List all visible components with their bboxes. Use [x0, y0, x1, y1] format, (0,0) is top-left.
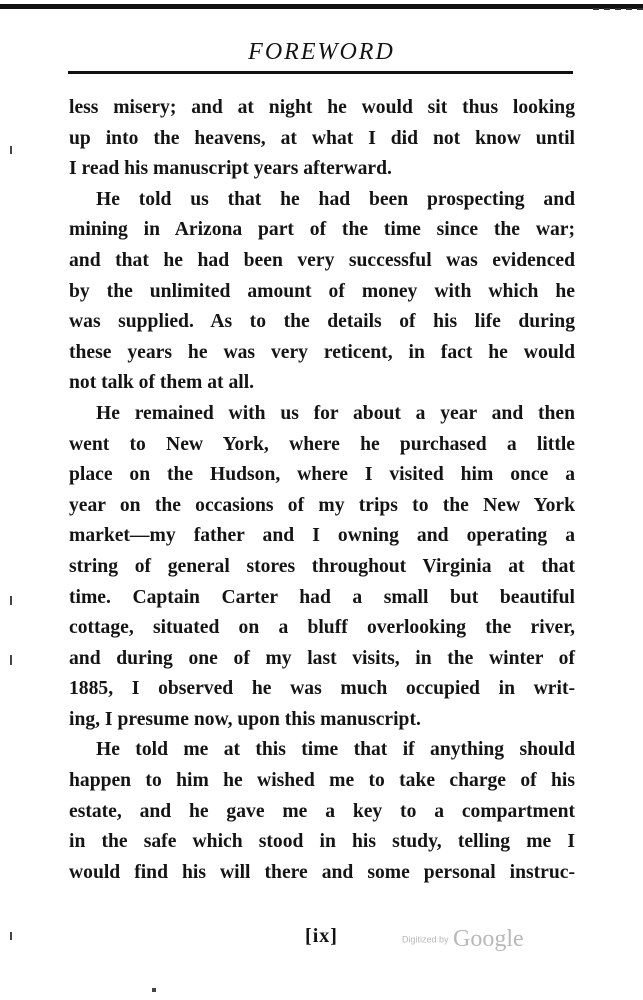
text-line: I read his manuscript years afterward.: [69, 158, 392, 180]
text-line: time. Captain Carter had a small but beautiful: [69, 586, 575, 608]
scan-speck: [152, 988, 156, 992]
text-line: ing, I presume now, upon this manuscript.: [69, 708, 421, 730]
text-line: went to New York, where he purchased a little: [69, 433, 575, 455]
body-text: [69, 93, 575, 888]
scan-speck: [10, 596, 12, 605]
text-line: happen to him he wished me to take charge of his: [69, 770, 575, 792]
running-header-title: FOREWORD: [248, 39, 395, 65]
text-line: and that he had been very successful was evidenced: [69, 249, 575, 271]
text-line: year on the occasions of my trips to the New York: [69, 494, 575, 516]
page-number: [ix]: [305, 925, 338, 947]
header-rule: [68, 71, 573, 74]
top-rule: [0, 4, 643, 9]
text-line: He told me at this time that if anything should: [96, 739, 575, 761]
top-rule-marks: [593, 8, 643, 13]
text-line: mining in Arizona part of the time since the war;: [69, 219, 575, 241]
text-line: place on the Hudson, where I visited him once a: [69, 464, 575, 486]
text-line: estate, and he gave me a key to a compartment: [69, 800, 575, 822]
text-line: these years he was very reticent, in fact he would: [69, 341, 575, 363]
google-logo: Google: [452, 926, 524, 952]
digitized-prefix: Digitized by: [402, 934, 449, 945]
text-line: up into the heavens, at what I did not know until: [69, 127, 575, 149]
text-line: market—my father and I owning and operating a: [69, 525, 575, 547]
text-line: in the safe which stood in his study, telling me I: [69, 831, 575, 853]
text-line: was supplied. As to the details of his life during: [69, 311, 575, 333]
text-line: 1885, I observed he was much occupied in writ-: [69, 678, 575, 700]
text-line: and during one of my last visits, in the winter of: [69, 647, 575, 669]
scan-speck: [10, 655, 12, 665]
text-line: He told us that he had been prospecting and: [96, 188, 575, 210]
text-line: would find his will there and some personal instruc-: [69, 861, 575, 883]
text-line: less misery; and at night he would sit thus looking: [69, 97, 575, 118]
digitized-watermark: [402, 926, 524, 953]
text-line: He remained with us for about a year and then: [96, 402, 575, 424]
text-line: string of general stores throughout Virginia at that: [69, 555, 575, 577]
scan-speck: [10, 146, 12, 154]
text-line: cottage, situated on a bluff overlooking the river,: [69, 617, 575, 639]
scan-speck: [10, 932, 12, 940]
text-line: not talk of them at all.: [69, 372, 255, 394]
text-line: by the unlimited amount of money with which he: [69, 280, 575, 302]
